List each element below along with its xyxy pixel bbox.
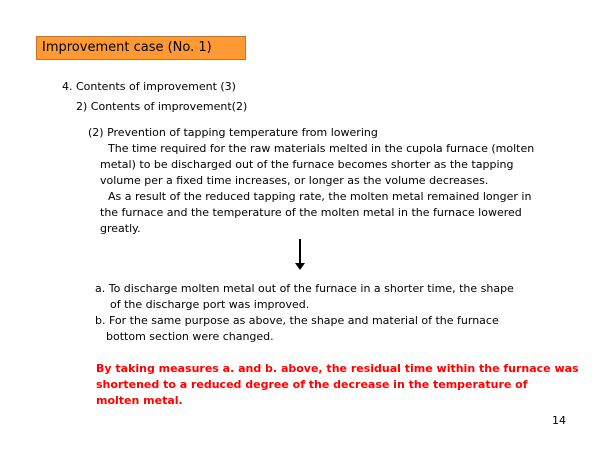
conclusion-line: By taking measures a. and b. above, the residual time within the furnace was <box>96 362 579 375</box>
measure-b-line: bottom section were changed. <box>106 330 274 343</box>
heading-contents-of-improvement-2: 2) Contents of improvement(2) <box>76 100 248 113</box>
paragraph-line: metal) to be discharged out of the furnace becomes shorter as the tapping <box>100 158 514 171</box>
page-number: 14 <box>552 414 566 427</box>
heading-contents-of-improvement-3: 4. Contents of improvement (3) <box>62 80 236 93</box>
measure-a-line: a. To discharge molten metal out of the furnace in a shorter time, the shape <box>95 282 514 295</box>
paragraph-line: the furnace and the temperature of the molten metal in the furnace lowered <box>100 206 522 219</box>
down-arrow-icon <box>295 239 305 271</box>
measure-a-line: of the discharge port was improved. <box>110 298 310 311</box>
conclusion-line: molten metal. <box>96 394 183 407</box>
paragraph-line: The time required for the raw materials melted in the cupola furnace (molten <box>108 142 535 155</box>
paragraph-line: volume per a fixed time increases, or longer as the volume decreases. <box>100 174 489 187</box>
subheading-prevention: (2) Prevention of tapping temperature from lowering <box>88 126 378 139</box>
paragraph-line: As a result of the reduced tapping rate, the molten metal remained longer in <box>108 190 532 203</box>
measure-b-line: b. For the same purpose as above, the shape and material of the furnace <box>95 314 499 327</box>
slide-title: Improvement case (No. 1) <box>36 36 246 60</box>
conclusion-line: shortened to a reduced degree of the decrease in the temperature of <box>96 378 528 391</box>
paragraph-line: greatly. <box>100 222 141 235</box>
